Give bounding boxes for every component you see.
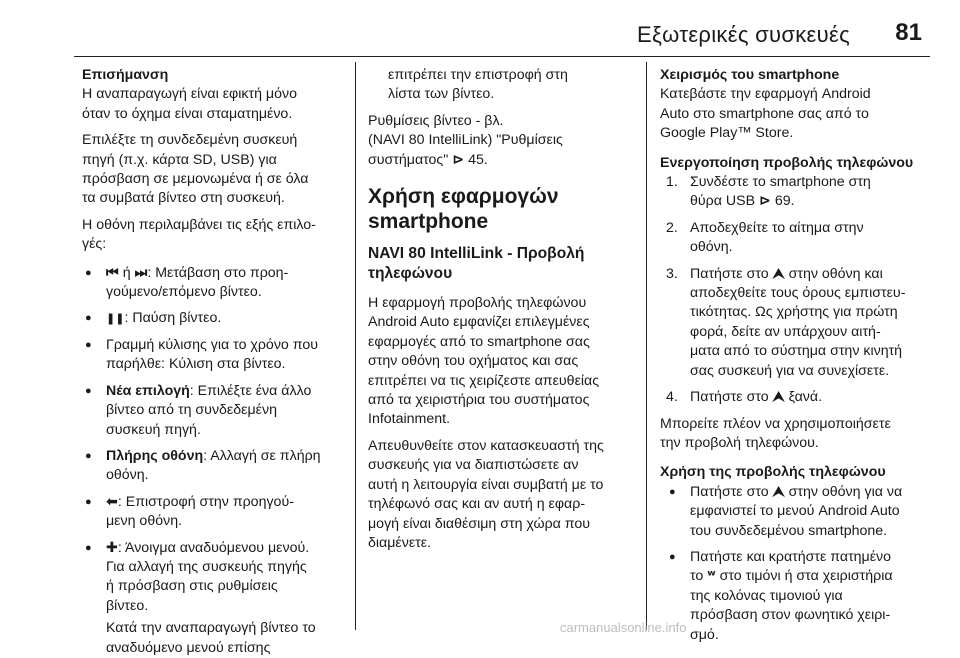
text-line: λίστα των βίντεο. xyxy=(388,86,495,103)
text: ή xyxy=(118,264,135,281)
note-block xyxy=(82,66,344,124)
page-title: Εξωτερικές συσκευές xyxy=(637,22,850,47)
note-heading: Επισήμανση xyxy=(82,67,169,83)
text-line: αυτή η λειτουργία είναι συμβατή με το xyxy=(368,476,604,493)
text-line: (NAVI 80 IntelliLink) "Ρυθμίσεις xyxy=(368,132,563,149)
pause-icon: ❚❚ xyxy=(106,312,125,326)
text-line: οθόνη. xyxy=(690,239,733,256)
text-line: του συνδεδεμένου smartphone. xyxy=(690,522,888,539)
text-line: Infotainment. xyxy=(368,411,451,428)
text-line: Κατεβάστε την εφαρμογή Android xyxy=(660,86,871,103)
text-line: ματα από το σύστημα στην κινητή xyxy=(690,343,903,360)
text-line: πηγή (π.χ. κάρτα SD, USB) για xyxy=(82,151,277,168)
column-1 xyxy=(82,66,344,658)
text-line: Γραμμή κύλισης για το χρόνο που xyxy=(106,336,318,353)
item-number: 2. xyxy=(666,219,678,236)
page-header xyxy=(0,0,960,62)
text: στην οθόνη για να xyxy=(788,483,903,500)
text-line: Android Auto εμφανίζει επιλεγμένες xyxy=(368,314,590,331)
text-line: Auto στο smartphone σας από το xyxy=(660,105,869,122)
list-item xyxy=(82,539,344,617)
text-line: αναδυόμενο μενού επίσης xyxy=(106,639,271,656)
column-3 xyxy=(660,66,932,652)
page-ref-icon: ⊳ xyxy=(759,193,771,210)
text-line: : Άνοιγμα αναδυόμενου μενού. xyxy=(117,539,310,556)
column-2 xyxy=(368,66,633,560)
text-line: Η οθόνη περιλαμβάνει τις εξής επιλο- xyxy=(82,216,316,233)
numbered-item xyxy=(666,265,932,381)
text-line: διαμένετε. xyxy=(368,534,432,551)
text-line: στην οθόνη του οχήματος και σας xyxy=(368,353,579,370)
text-line: επιτρέπει να τις χειρίζεστε απευθείας xyxy=(368,372,600,389)
text-line: Αποδεχθείτε το αίτημα στην xyxy=(690,219,864,236)
text-line: σας συσκευή για να συνεχίσετε. xyxy=(690,362,890,379)
header-rule xyxy=(74,56,930,57)
text-line: Η εφαρμογή προβολής τηλεφώνου xyxy=(368,295,587,312)
text-line: βίντεο. xyxy=(106,597,149,614)
item-number: 3. xyxy=(666,265,678,282)
paragraph xyxy=(368,437,633,553)
text-line: γές: xyxy=(82,236,107,253)
list-item xyxy=(82,264,344,303)
back-arrow-icon: ⬅ xyxy=(106,493,118,510)
item-number: 1. xyxy=(666,174,678,191)
note-line: Η αναπαραγωγή είναι εφικτή μόνο xyxy=(82,86,297,103)
paragraph xyxy=(660,415,932,454)
item-number: 4. xyxy=(666,389,678,406)
text-line: φορά, δείτε αν υπάρχουν αιτή- xyxy=(690,323,881,340)
chevron-up-icon: ⮝ xyxy=(772,483,785,500)
text-line: Μπορείτε πλέον να χρησιμοποιήσετε xyxy=(660,415,891,432)
paragraph xyxy=(660,66,932,144)
note-line: όταν το όχημα είναι σταματημένο. xyxy=(82,105,293,122)
list-item xyxy=(82,336,344,375)
text-line: Πατήστε και κρατήστε πατημένο xyxy=(690,548,892,565)
text-line: εμφανιστεί το μενού Android Auto xyxy=(690,503,900,520)
text-line: Ρυθμίσεις βίντεο - βλ. xyxy=(368,112,504,129)
text: Πατήστε στο xyxy=(690,483,769,500)
chevron-up-icon: ⮝ xyxy=(772,389,785,406)
text-line: πρόσβαση στον φωνητικό χειρι- xyxy=(690,607,891,624)
continuation-text xyxy=(368,66,633,105)
text-line: Συνδέστε το smartphone στη xyxy=(690,174,871,191)
text-line: Επιλέξτε τη συνδεδεμένη συσκευή xyxy=(82,132,298,149)
text: το xyxy=(690,568,704,585)
text-line: : Επιλέξτε ένα άλλο xyxy=(189,382,312,399)
text-line: τικότητας. Ως χρήστης για πρώτη xyxy=(690,304,898,321)
text-line: τα συμβατά βίντεο στη συσκευή. xyxy=(82,190,285,207)
text-line: της κολόνας τιμονιού για xyxy=(690,587,843,604)
subsection-heading xyxy=(368,244,633,284)
list-item xyxy=(82,382,344,440)
numbered-item xyxy=(666,388,932,407)
chevron-up-icon: ⮝ xyxy=(772,265,785,282)
page-ref[interactable]: 45. xyxy=(468,151,488,168)
next-icon: ⏭ xyxy=(134,264,148,281)
voice-control-icon: ʷ xyxy=(707,568,716,585)
list-item-continuation xyxy=(82,619,344,658)
text: : Παύση βίντεο. xyxy=(124,310,222,327)
list-item xyxy=(82,493,344,532)
watermark: carmanualsonline.info xyxy=(560,620,687,635)
page-ref-icon: ⊳ xyxy=(452,151,465,168)
text-line: βίντεο από τη συνδεδεμένη xyxy=(106,402,277,419)
page-ref[interactable]: 69. xyxy=(774,193,795,210)
text: στην οθόνη και xyxy=(788,265,883,282)
text-line: τηλέφωνό σας και αν αυτή η εφαρ- xyxy=(368,496,586,513)
text: στο τιμόνι ή στα χειριστήρια xyxy=(719,568,893,585)
bold-term: Νέα επιλογή xyxy=(106,382,190,399)
text-line: : Μετάβαση στο προη- xyxy=(147,264,289,281)
text-line: πρόσβαση σε μεμονωμένα ή σε όλα xyxy=(82,171,309,188)
text-line: σμό. xyxy=(690,626,719,643)
heading-line: NAVI 80 IntelliLink - Προβολή xyxy=(368,245,585,263)
section-label: Χρήση της προβολής τηλεφώνου xyxy=(660,464,886,481)
previous-icon: ⏮ xyxy=(106,264,119,281)
list-item xyxy=(82,309,344,328)
page-number: 81 xyxy=(895,19,922,46)
text-line: : Αλλαγή σε πλήρη xyxy=(203,447,321,464)
text-line: συστήματος" xyxy=(368,151,449,168)
heading-line: Χρήση εφαρμογών xyxy=(368,185,559,209)
text-line: μογή είναι διαθέσιμη στη χώρα που xyxy=(368,515,591,532)
section-label: Χειρισμός του smartphone xyxy=(660,67,840,83)
text-line: την προβολή τηλεφώνου. xyxy=(660,434,819,451)
plus-icon: ✚ xyxy=(106,539,118,556)
text-line: θύρα USB xyxy=(690,193,756,210)
numbered-item xyxy=(666,219,932,258)
section-label: Ενεργοποίηση προβολής τηλεφώνου xyxy=(660,154,914,171)
text-line: συσκευή πηγή. xyxy=(106,421,201,438)
list-item xyxy=(666,483,932,541)
list-item xyxy=(82,447,344,486)
text: Πατήστε στο xyxy=(690,265,769,282)
paragraph xyxy=(82,216,344,255)
bold-term: Πλήρης οθόνη xyxy=(106,447,204,464)
text-line: γούμενο/επόμενο βίντεο. xyxy=(106,284,262,301)
text-line: : Επιστροφή στην προηγού- xyxy=(117,493,294,510)
text-line: μενη οθόνη. xyxy=(106,513,183,530)
text-line: Απευθυνθείτε στον κατασκευαστή της xyxy=(368,437,604,454)
text-line: επιτρέπει την επιστροφή στη xyxy=(388,67,568,83)
list-item xyxy=(666,548,932,645)
text-line: παρήλθε: Κύλιση στα βίντεο. xyxy=(106,356,286,373)
text-line: οθόνη. xyxy=(106,467,149,484)
numbered-item xyxy=(666,173,932,212)
text: Πατήστε στο xyxy=(690,389,769,406)
column-divider-1 xyxy=(355,62,356,630)
text-line: Google Play™ Store. xyxy=(660,125,794,142)
column-divider-2 xyxy=(646,62,647,630)
paragraph xyxy=(82,131,344,209)
text-line: αποδεχθείτε τους όρους εμπιστευ- xyxy=(690,285,906,302)
heading-line: τηλεφώνου xyxy=(368,265,453,283)
paragraph xyxy=(368,112,633,170)
section-heading xyxy=(368,184,633,234)
text: ξανά. xyxy=(788,389,823,406)
text-line: Κατά την αναπαραγωγή βίντεο το xyxy=(106,620,316,637)
text-line: από τα χειριστήρια του συστήματος xyxy=(368,392,590,409)
heading-line: smartphone xyxy=(368,210,489,234)
text-line: εφαρμογές από το smartphone σας xyxy=(368,333,590,350)
paragraph xyxy=(368,294,633,430)
text-line: ή πρόσβαση στις ρυθμίσεις xyxy=(106,578,278,595)
text-line: Για αλλαγή της συσκευής πηγής xyxy=(106,558,307,575)
text-line: συσκευής για να διαπιστώσετε αν xyxy=(368,457,579,474)
